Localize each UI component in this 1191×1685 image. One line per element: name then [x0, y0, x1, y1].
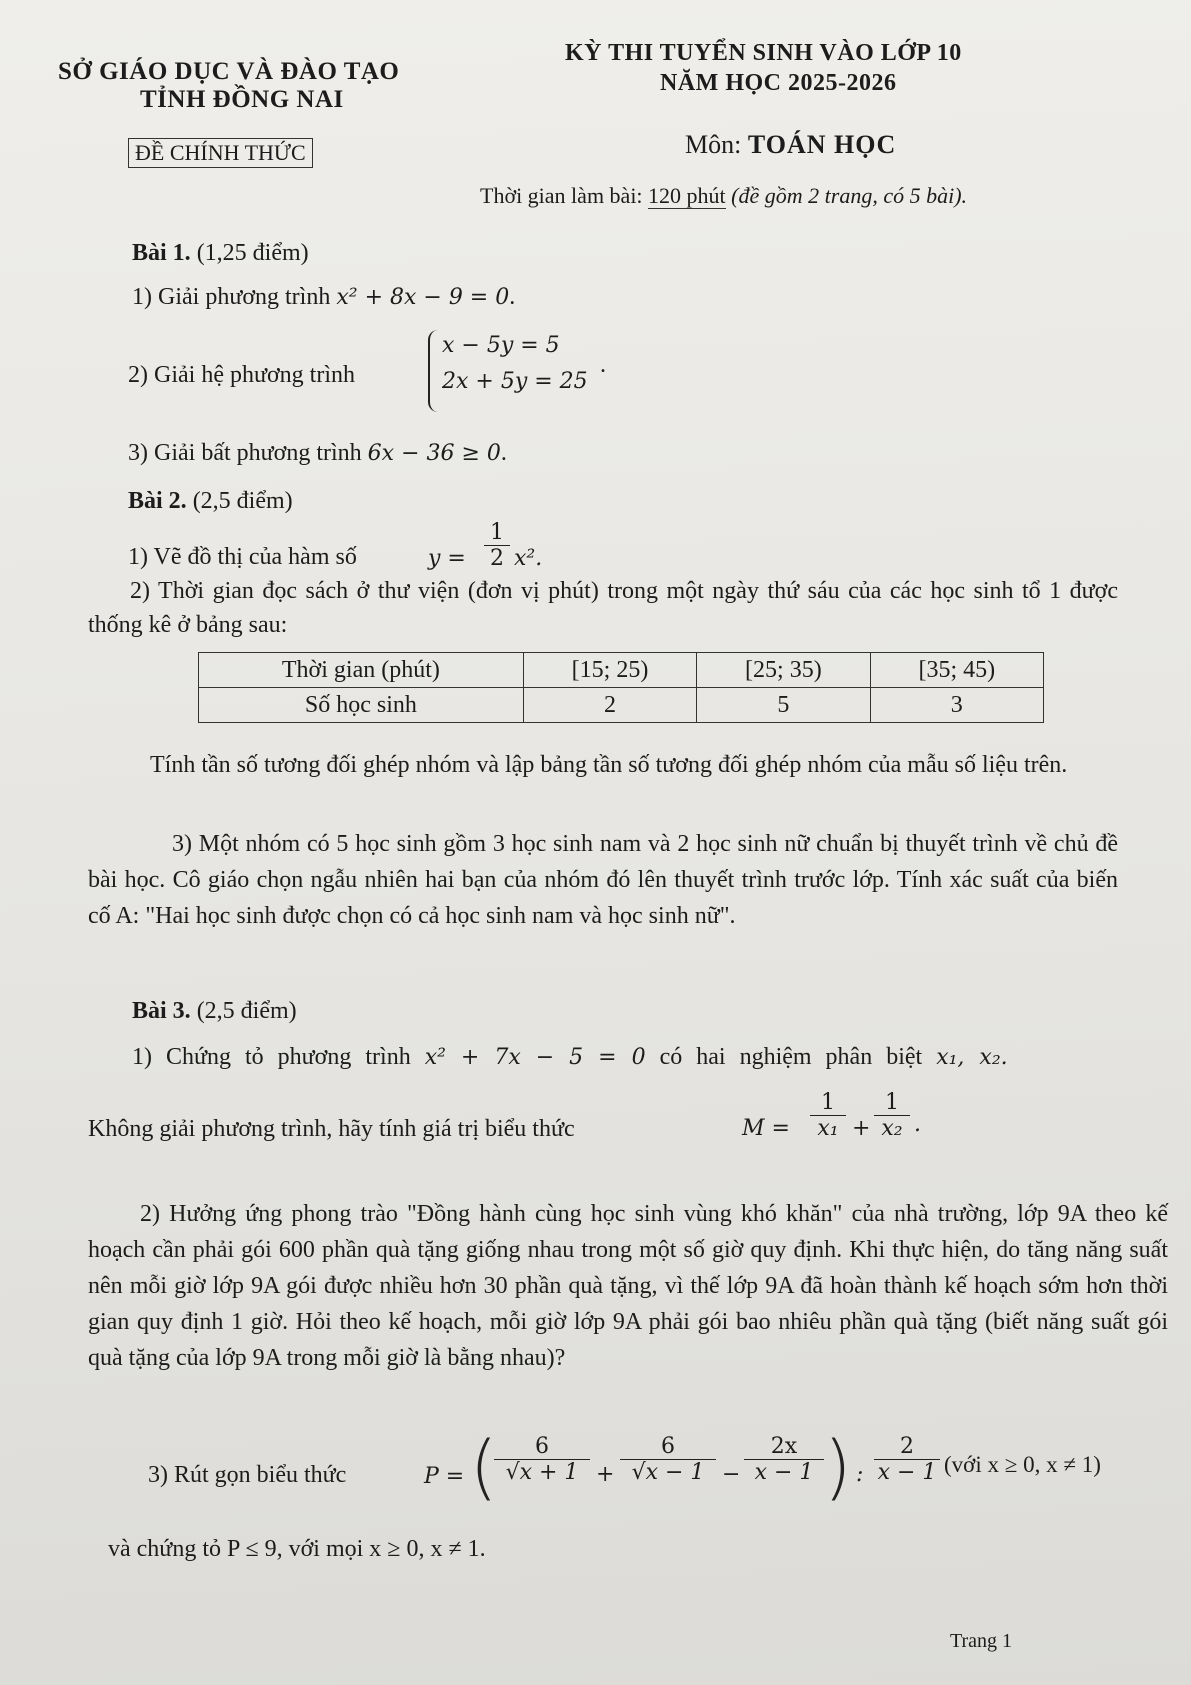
bai3-q3-fraction1 [494, 1434, 590, 1485]
bai1-q2-system [442, 328, 588, 400]
bai1-q2-eq1: x − 5y = 5 [442, 333, 560, 358]
bai3-q2-text: 2) Hưởng ứng phong trào "Đồng hành cùng học sinh vùng khó khăn" của nhà trường, lớp 9A theo kế hoạch cần phải gói 600 phần quà tặng giống nhau trong một số giờ quy định. Khi thực hiện, do tăng năng suất nên mỗi giờ lớp 9A gói được nhiều hơn 30 phần quà tặng, vì thế lớp 9A đã hoàn thành kế hoạch sớm hơn thời gian quy định 1 giờ. Hỏi theo kế hoạch, mỗi giờ lớp 9A phải gói bao nhiêu phần quà tặng (biết năng suất gói quà tặng của lớp 9A trong mỗi giờ là bằng nhau)? [88, 1201, 1168, 1371]
bai2-q1-fraction [484, 520, 510, 571]
official-badge: ĐỀ CHÍNH THỨC [128, 138, 313, 168]
bai3-f1-num: 6 [494, 1434, 590, 1460]
bai1-q2-text: 2) Giải hệ phương trình [128, 362, 355, 388]
bai1-q3-end: . [500, 440, 507, 466]
bai2-q2-text: 2) Thời gian đọc sách ở thư viện (đơn vị phút) trong một ngày thứ sáu của các học sinh tổ 1 được thống kê ở bảng sau: [88, 578, 1118, 638]
bai3-f3-num: 2x [744, 1434, 824, 1460]
bai3-q1-text: 1) Chứng tỏ phương trình [132, 1044, 411, 1070]
table-count: 2 [523, 688, 696, 723]
time-note: (đề gồm 2 trang, có 5 bài). [731, 183, 968, 208]
bai3-q1-text2: có hai nghiệm phân biệt [659, 1044, 923, 1070]
bai3-q1-end: . [914, 1112, 921, 1137]
bai2-q3-text: 3) Một nhóm có 5 học sinh gồm 3 học sinh nam và 2 học sinh nữ chuẩn bị thuyết trình về chủ đề bài học. Cô giáo chọn ngẫu nhiên hai bạn của nhóm đó lên thuyết trình trước lớp. Tính xác suất của biến cố A: "Hai học sinh được chọn có cả học sinh nam và học sinh nữ". [88, 831, 1118, 929]
system-brace [428, 330, 440, 412]
table-row [199, 688, 1044, 723]
department-name: SỞ GIÁO DỤC VÀ ĐÀO TẠO [58, 58, 400, 85]
bai1-q2-end: . [600, 352, 606, 378]
bai3-q1-fraction1 [810, 1090, 846, 1141]
bai3-q1-plus: + [852, 1116, 871, 1141]
bai3-q1-f2-den: x₂ [881, 1116, 903, 1141]
bai3-f3-den: x − 1 [754, 1460, 814, 1485]
bai3-q3-line2: và chứng tỏ P ≤ 9, với mọi x ≥ 0, x ≠ 1. [108, 1536, 486, 1562]
bai1-points: (1,25 điểm) [196, 240, 309, 266]
table-interval: [15; 25) [523, 653, 696, 688]
bai3-q3-fraction3 [744, 1434, 824, 1485]
subject-line [685, 130, 896, 160]
bai2-title-text: Bài 2. [128, 488, 187, 514]
bai3-title [132, 998, 297, 1025]
bai2-q1-rhs: x². [514, 546, 543, 571]
bai2-q1-lhs: y = [428, 546, 466, 571]
left-paren: ( [470, 1426, 498, 1508]
bai3-q3-fraction4 [874, 1434, 940, 1485]
province-name: TỈNH ĐỒNG NAI [140, 86, 344, 113]
bai3-f1-den: √x + 1 [505, 1460, 579, 1485]
right-paren: ) [824, 1426, 852, 1508]
bai3-q1 [132, 1044, 1008, 1071]
bai1-q1-math: x² + 8x − 9 = 0 [336, 285, 510, 310]
bai1-q1 [132, 284, 515, 311]
frequency-table [198, 652, 1044, 723]
bai2-q2-task: Tính tần số tương đối ghép nhóm và lập bảng tần số tương đối ghép nhóm của mẫu số liệu trên. [150, 752, 1068, 778]
bai3-q3-fraction2 [620, 1434, 716, 1485]
table-interval: [35; 45) [870, 653, 1043, 688]
bai3-q3-op1: + [596, 1462, 615, 1487]
bai2-q1-text: 1) Vẽ đồ thị của hàm số [128, 544, 357, 570]
page-number: Trang 1 [950, 1630, 1013, 1652]
table-interval: [25; 35) [697, 653, 870, 688]
bai1-q3-text: 3) Giải bất phương trình [128, 440, 362, 466]
exam-name: KỲ THI TUYỂN SINH VÀO LỚP 10 [565, 40, 962, 66]
bai3-q1-f1-den: x₁ [817, 1116, 839, 1141]
bai2-q1-num: 1 [484, 520, 510, 546]
time-value: 120 phút [648, 183, 726, 208]
bai3-q3-op2: − [722, 1462, 741, 1487]
table-row [199, 653, 1044, 688]
bai1-q3-math: 6x − 36 ≥ 0 [367, 441, 501, 466]
bai1-q3 [128, 440, 507, 467]
bai1-q1-end: . [509, 284, 516, 310]
subject-label: Môn: [685, 130, 742, 159]
bai3-q1-f2-num: 1 [874, 1090, 910, 1116]
school-year: NĂM HỌC 2025-2026 [660, 70, 897, 96]
bai3-q3-p: P = [424, 1464, 465, 1489]
time-line [480, 183, 967, 209]
bai1-q2-eq2: 2x + 5y = 25 [442, 369, 588, 394]
bai3-f2-num: 6 [620, 1434, 716, 1460]
table-header-label: Thời gian (phút) [199, 653, 524, 688]
bai3-q3-condition: (với x ≥ 0, x ≠ 1) [944, 1452, 1101, 1477]
bai2-q1-den: 2 [490, 546, 504, 571]
bai3-q1-m: M = [742, 1116, 790, 1141]
bai3-title-text: Bài 3. [132, 998, 191, 1024]
bai3-f4-num: 2 [874, 1434, 940, 1460]
bai1-q1-text: 1) Giải phương trình [132, 284, 331, 310]
bai2-points: (2,5 điểm) [192, 488, 293, 514]
bai3-q1-math: x² + 7x − 5 = 0 [424, 1045, 646, 1070]
bai3-points: (2,5 điểm) [196, 998, 297, 1024]
table-row-label: Số học sinh [199, 688, 524, 723]
bai1-title-text: Bài 1. [132, 240, 191, 266]
bai3-q3-text: 3) Rút gọn biểu thức [148, 1462, 347, 1488]
bai3-f4-den: x − 1 [877, 1460, 937, 1485]
subject-name: TOÁN HỌC [747, 130, 897, 159]
table-count: 3 [870, 688, 1043, 723]
bai3-q1-roots: x₁, x₂. [936, 1045, 1008, 1070]
bai3-q1-fraction2 [874, 1090, 910, 1141]
bai1-title [132, 240, 309, 267]
bai3-q3-colon: : [856, 1462, 864, 1487]
bai3-q1-f1-num: 1 [810, 1090, 846, 1116]
bai2-title [128, 488, 293, 515]
time-label: Thời gian làm bài: [480, 183, 643, 208]
bai3-q1-line2: Không giải phương trình, hãy tính giá trị biểu thức [88, 1116, 575, 1142]
table-count: 5 [697, 688, 870, 723]
bai3-f2-den: √x − 1 [631, 1460, 705, 1485]
